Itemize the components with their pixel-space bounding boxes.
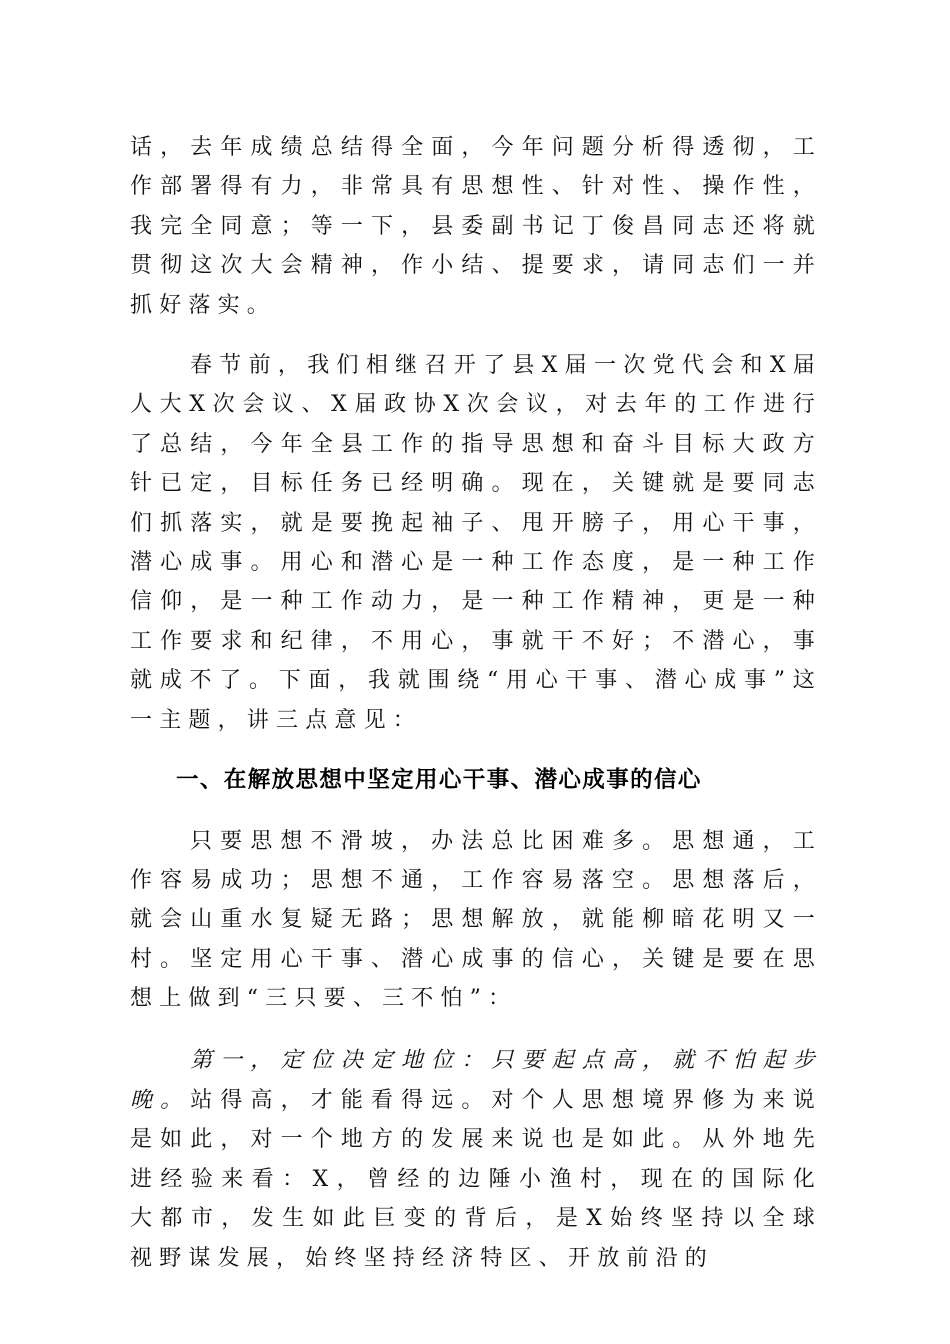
point-one-body: 站得高，才能看得远。对个人思想境界修为来说是如此，对一个地方的发展来说也是如此。从外地先进经验来看：X，曾经的边陲小渔村，现在的国际化大都市，发生如此巨变的背后，是X始终坚持以全球视野谋发展，始终坚持经济特区、开放前沿的	[130, 1087, 823, 1271]
paragraph-point-one	[130, 1040, 822, 1278]
paragraph-spring-festival: 春节前，我们相继召开了县X届一次党代会和X届人大X次会议、X届政协X次会议，对去年的工作进行了总结，今年全县工作的指导思想和奋斗目标大政方针已定，目标任务已经明确。现在，关键就是要同志们抓落实，就是要挽起袖子、甩开膀子，用心干事，潜心成事。用心和潜心是一种工作态度，是一种工作信仰，是一种工作动力，是一种工作精神，更是一种工作要求和纪律，不用心，事就干不好；不潜心，事就成不了。下面，我就围绕“用心干事、潜心成事”这一主题，讲三点意见：	[130, 353, 822, 733]
section-heading-1: 一、在解放思想中坚定用心干事、潜心成事的信心	[176, 767, 702, 794]
paragraph-continued: 话，去年成绩总结得全面，今年问题分析得透彻，工作部署得有力，非常具有思想性、针对性、操作性，我完全同意；等一下，县委副书记丁俊昌同志还将就贯彻这次大会精神，作小结、提要求，请同志们一并抓好落实。	[130, 135, 822, 318]
document-page	[130, 128, 822, 1299]
paragraph-mindset: 只要思想不滑坡，办法总比困难多。思想通，工作容易成功；思想不通，工作容易落空。思想落后，就会山重水复疑无路；思想解放，就能柳暗花明又一村。坚定用心干事、潜心成事的信心，关键是要在思想上做到“三只要、三不怕”：	[130, 828, 822, 1012]
point-one-lead-emphasis: 第一，定位决定地位：只要起点高，就不怕起步晚。	[130, 1046, 822, 1112]
